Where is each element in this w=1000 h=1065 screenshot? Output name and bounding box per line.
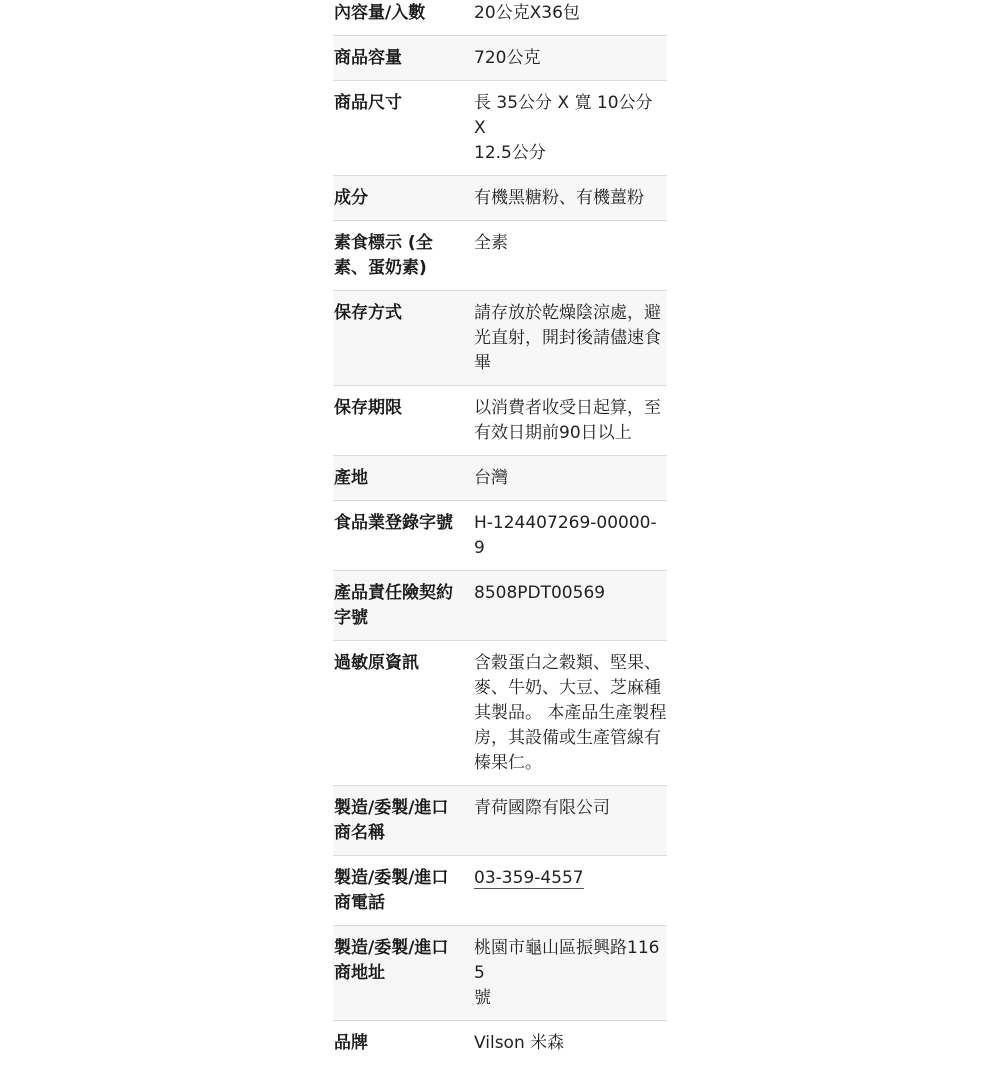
spec-value: 長 35公分 X 寬 10公分 X 12.5公分 [474, 81, 667, 176]
spec-value: 台灣 [474, 456, 667, 501]
spec-label: 過敏原資訊 [333, 641, 474, 786]
spec-row-insurance [333, 571, 667, 641]
spec-label: 產品責任險契約 字號 [333, 571, 474, 641]
spec-value: 桃園市龜山區振興路1165 號 [474, 926, 667, 1021]
spec-row-brand [333, 1021, 667, 1065]
spec-value: Vilson 米森 [474, 1021, 667, 1065]
spec-value: 720公克 [474, 36, 667, 81]
spec-label: 商品容量 [333, 36, 474, 81]
spec-label: 製造/委製/進口 商名稱 [333, 786, 474, 856]
spec-value [474, 856, 667, 926]
spec-label: 成分 [333, 176, 474, 221]
spec-label: 商品尺寸 [333, 81, 474, 176]
phone-link[interactable]: 03-359-4557 [474, 868, 584, 889]
spec-row-content-quantity [333, 0, 667, 36]
spec-label: 製造/委製/進口 商電話 [333, 856, 474, 926]
spec-value: 青荷國際有限公司 [474, 786, 667, 856]
spec-value: 8508PDT00569 [474, 571, 667, 641]
product-spec-viewport [333, 0, 667, 1065]
spec-value: H-124407269-00000-9 [474, 501, 667, 571]
spec-row-allergens [333, 641, 667, 786]
spec-row-storage [333, 291, 667, 386]
spec-label: 保存期限 [333, 386, 474, 456]
spec-label: 品牌 [333, 1021, 474, 1065]
spec-label: 內容量/入數 [333, 0, 474, 36]
spec-row-vegetarian [333, 221, 667, 291]
spec-label: 製造/委製/進口 商地址 [333, 926, 474, 1021]
spec-row-dimensions [333, 81, 667, 176]
spec-label: 食品業登錄字號 [333, 501, 474, 571]
spec-value: 含穀蛋白之穀類、堅果、 麥、牛奶、大豆、芝麻種 其製品。 本產品生產製程 房，其設備或生產管線有 榛果仁。 [474, 641, 667, 786]
spec-row-origin [333, 456, 667, 501]
spec-row-ingredients [333, 176, 667, 221]
spec-row-manufacturer-phone [333, 856, 667, 926]
spec-row-shelf-life [333, 386, 667, 456]
spec-label: 保存方式 [333, 291, 474, 386]
spec-value: 有機黑糖粉、有機薑粉 [474, 176, 667, 221]
spec-label: 素食標示 (全 素、蛋奶素) [333, 221, 474, 291]
spec-row-capacity [333, 36, 667, 81]
spec-value: 以消費者收受日起算，至 有效日期前90日以上 [474, 386, 667, 456]
spec-row-manufacturer-address [333, 926, 667, 1021]
spec-value: 請存放於乾燥陰涼處，避 光直射，開封後請儘速食 畢 [474, 291, 667, 386]
spec-label: 產地 [333, 456, 474, 501]
spec-row-manufacturer-name [333, 786, 667, 856]
spec-value: 20公克X36包 [474, 0, 667, 36]
spec-row-food-registration [333, 501, 667, 571]
product-spec-table [333, 0, 667, 1065]
spec-value: 全素 [474, 221, 667, 291]
